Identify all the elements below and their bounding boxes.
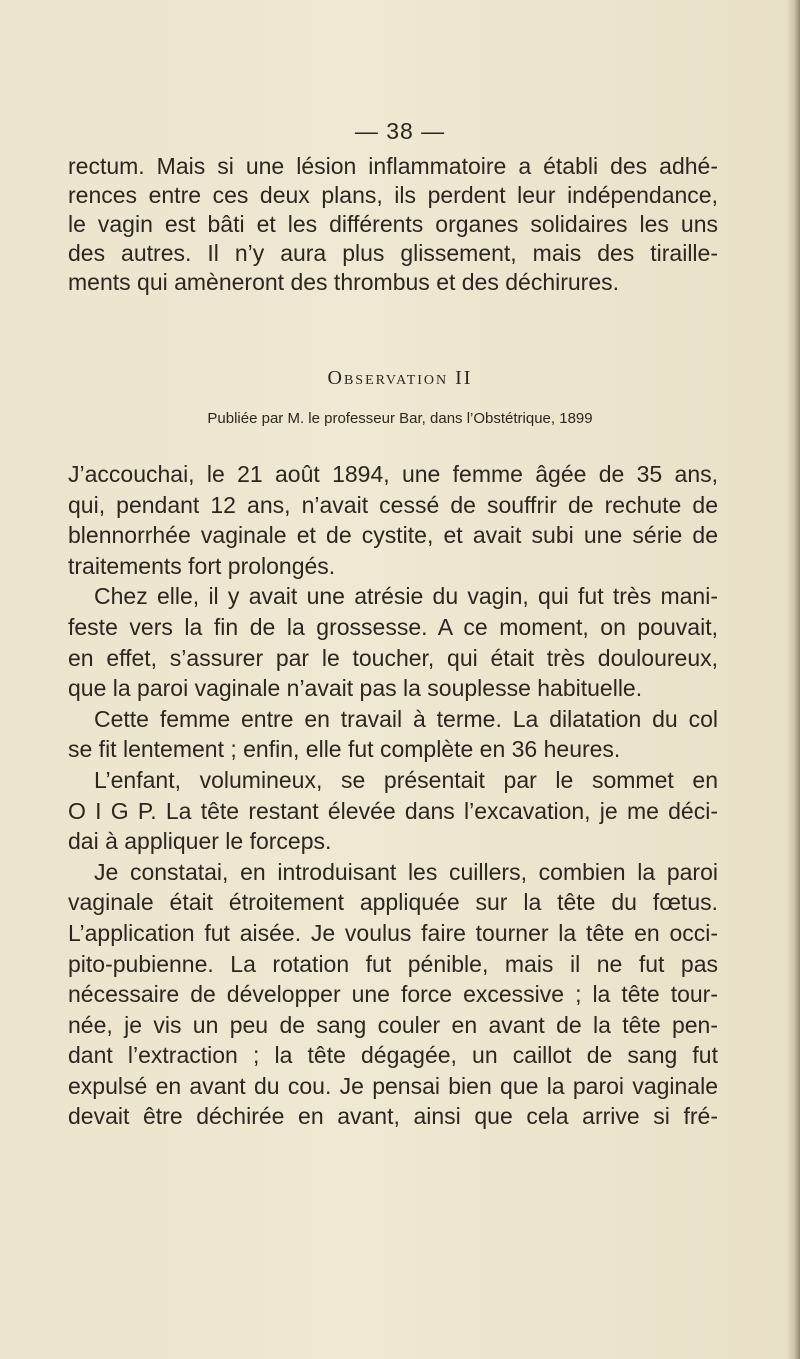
- text-line: rectum. Mais si une lésion inflammatoire a établi des adhé-: [68, 153, 718, 179]
- text-line: vaginale était étroitement appliquée sur la tête du fœtus.: [68, 889, 718, 916]
- text-line: dant l’extraction ; la tête dégagée, un caillot de sang fut: [68, 1042, 718, 1069]
- text-line: Je constatai, en introduisant les cuillers, combien la paroi: [94, 858, 718, 885]
- text-line: rences entre ces deux plans, ils perdent leur indépendance,: [68, 182, 718, 208]
- observation-body: [68, 459, 718, 1132]
- text-line: en effet, s’assurer par le toucher, qui était très douloureux,: [68, 644, 718, 671]
- text-line: des autres. Il n’y aura plus glissement, mais des tiraille-: [68, 240, 718, 266]
- text-line: Cette femme entre en travail à terme. La dilatation du col: [94, 705, 718, 732]
- page-edge-shadow: [786, 0, 800, 1359]
- intro-paragraph: [68, 152, 718, 297]
- text-line: O I G P. La tête restant élevée dans l’excavation, je me déci-: [68, 797, 718, 824]
- text-line: le vagin est bâti et les différents organes solidaires les uns: [68, 211, 718, 237]
- text-line: blennorrhée vaginale et de cystite, et avait subi une série de: [68, 522, 718, 549]
- text-line: dai à appliquer le forceps.: [68, 828, 332, 855]
- observation-title: Observation II: [327, 367, 473, 389]
- text-line: se fit lentement ; enfin, elle fut complète en 36 heures.: [68, 736, 621, 763]
- text-line: feste vers la fin de la grossesse. A ce moment, on pouvait,: [68, 613, 718, 640]
- text-line: que la paroi vaginale n’avait pas la souplesse habituelle.: [68, 675, 643, 702]
- text-line: pito-pubienne. La rotation fut pénible, mais il ne fut pas: [68, 950, 718, 977]
- text-line: qui, pendant 12 ans, n’avait cessé de souffrir de rechute de: [68, 491, 718, 518]
- observation-subtitle: Publiée par M. le professeur Bar, dans l’Obstétrique, 1899: [207, 410, 593, 427]
- text-line: devait être déchirée en avant, ainsi que cela arrive si fré-: [68, 1103, 718, 1130]
- text-line: L’application fut aisée. Je voulus faire tourner la tête en occi-: [68, 919, 718, 946]
- text-line: Chez elle, il y avait une atrésie du vagin, qui fut très mani-: [94, 583, 718, 610]
- text-line: nécessaire de développer une force excessive ; la tête tour-: [68, 981, 718, 1008]
- text-line: ments qui amèneront des thrombus et des déchirures.: [68, 269, 620, 295]
- text-line: traitements fort prolongés.: [68, 552, 336, 579]
- page-number: — 38 —: [354, 118, 446, 144]
- text-line: née, je vis un peu de sang couler en avant de la tête pen-: [68, 1011, 718, 1038]
- text-line: J’accouchai, le 21 août 1894, une femme âgée de 35 ans,: [68, 461, 718, 487]
- text-line: L’enfant, volumineux, se présentait par le sommet en: [94, 766, 718, 793]
- text-line: expulsé en avant du cou. Je pensai bien que la paroi vaginale: [68, 1072, 718, 1099]
